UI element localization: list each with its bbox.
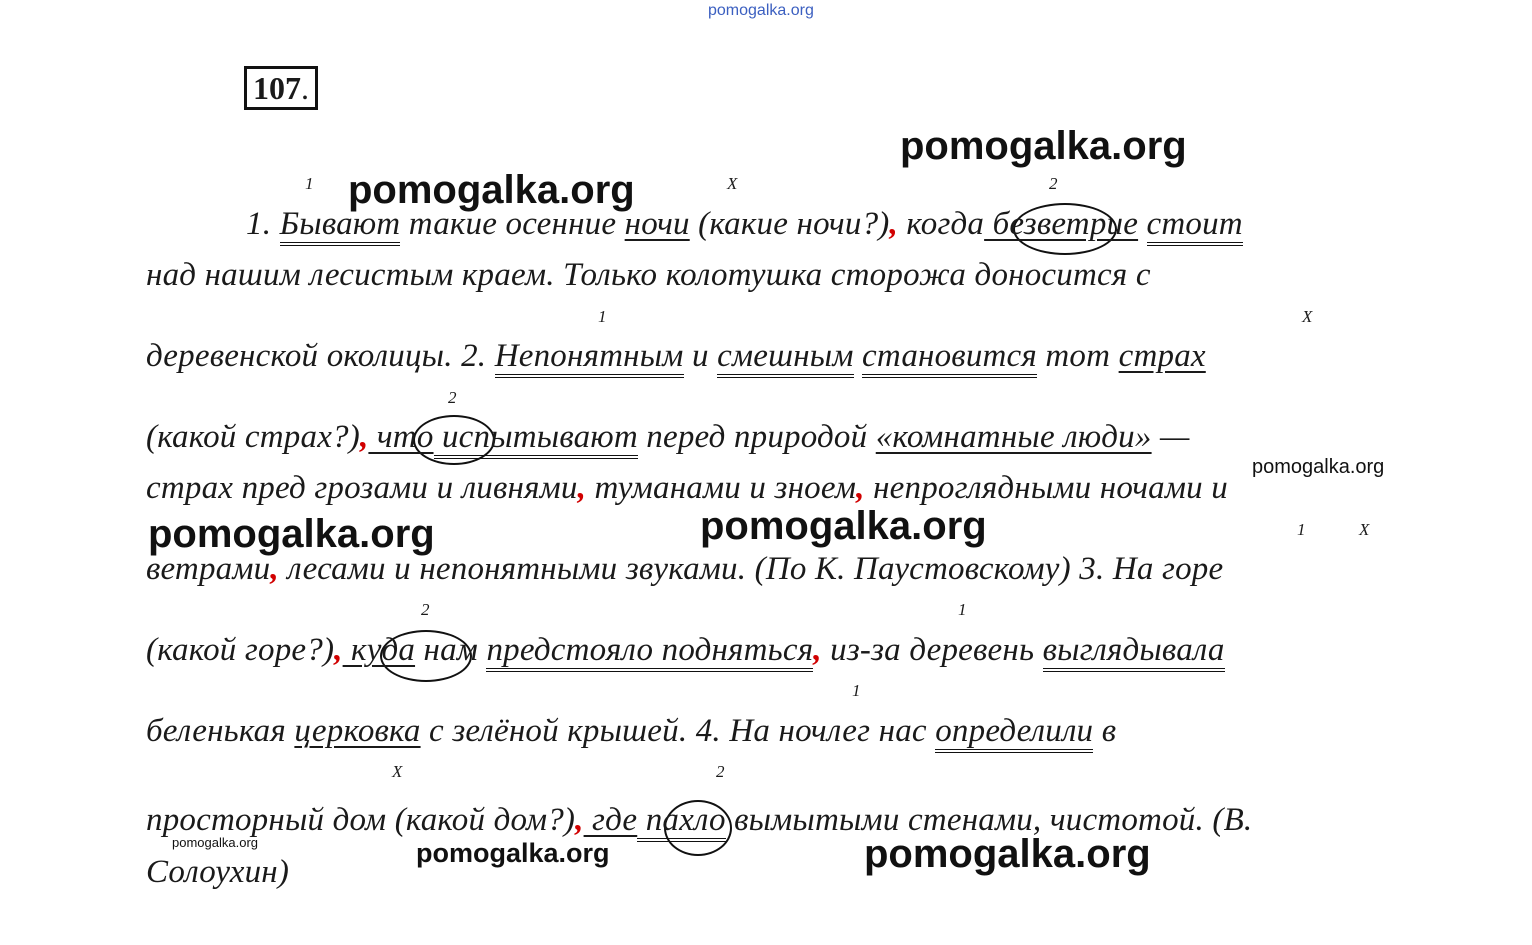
plain-text: деревенской околицы. 2. bbox=[146, 338, 495, 374]
task-number: 107 bbox=[253, 70, 301, 106]
mark-subordinate: 2 bbox=[448, 388, 457, 407]
question-text: (какой горе?) bbox=[146, 632, 335, 668]
question-text: (какие ночи?) bbox=[689, 206, 890, 242]
predicate: смешным bbox=[717, 338, 853, 378]
text-line-7 bbox=[146, 630, 1225, 670]
plain-text: непроглядными ночами и bbox=[864, 470, 1228, 506]
predicate: стоит bbox=[1147, 206, 1243, 246]
text-line-1 bbox=[246, 204, 1243, 244]
text-line-2: над нашим лесистым краем. Только колотушка сторожа доносится с bbox=[146, 257, 1151, 293]
subject: безветрие bbox=[984, 206, 1139, 242]
top-watermark: pomogalka.org bbox=[708, 2, 814, 19]
predicate: Непонятным bbox=[495, 338, 684, 378]
plain-text: беленькая bbox=[146, 713, 295, 749]
plain-text: нам bbox=[415, 632, 487, 668]
text-line-3 bbox=[146, 336, 1206, 376]
mark-main-clause: 1 bbox=[1297, 520, 1306, 539]
task-number-dot: . bbox=[301, 70, 309, 106]
red-comma: , bbox=[856, 470, 865, 506]
mark-main-clause: 1 bbox=[852, 681, 861, 700]
mark-subordinate: 2 bbox=[716, 762, 725, 781]
watermark-big: pomogalka.org bbox=[900, 124, 1187, 168]
red-comma: , bbox=[359, 419, 369, 455]
subject: ночи bbox=[624, 206, 690, 242]
question-text: (какой страх?) bbox=[146, 419, 360, 455]
predicate: становится bbox=[862, 338, 1037, 378]
predicate: пахло bbox=[637, 802, 725, 842]
mark-subordinate: 2 bbox=[421, 600, 430, 619]
red-comma: , bbox=[577, 470, 587, 506]
watermark-small: pomogalka.org bbox=[1252, 456, 1385, 478]
mark-noun: X bbox=[1359, 520, 1370, 539]
plain-text: с зелёной крышей. 4. На ночлег нас bbox=[420, 713, 936, 749]
watermark-big: pomogalka.org bbox=[148, 512, 435, 556]
subject: страх bbox=[1118, 338, 1206, 374]
watermark-big: pomogalka.org bbox=[348, 168, 635, 212]
plain-text: туманами и зноем bbox=[586, 470, 857, 506]
plain-text: в bbox=[1093, 713, 1117, 749]
plain-text: ветрами bbox=[146, 551, 271, 587]
mark-noun: X bbox=[392, 762, 403, 781]
plain-text: такие осенние bbox=[400, 206, 625, 242]
conjunctive-word: где bbox=[583, 802, 638, 838]
predicate: выглядывала bbox=[1043, 632, 1225, 672]
predicate: Бывают bbox=[280, 206, 401, 246]
mark-main-clause: 1 bbox=[958, 600, 967, 619]
text-line-4 bbox=[146, 417, 1190, 457]
mark-noun: X bbox=[1302, 307, 1313, 326]
text-line-8 bbox=[146, 711, 1116, 751]
plain-text: страх пред грозами и ливнями bbox=[146, 470, 578, 506]
predicate: предстояло подняться bbox=[486, 632, 813, 672]
conjunctive-word: когда bbox=[897, 206, 985, 242]
subject: церковка bbox=[294, 713, 421, 749]
predicate: определили bbox=[935, 713, 1093, 753]
conjunctive-word: что bbox=[368, 419, 434, 455]
subject: «комнатные люди» bbox=[875, 419, 1152, 455]
predicate: испытывают bbox=[434, 419, 638, 459]
text-line-5 bbox=[146, 468, 1228, 508]
plain-text: лесами и непонятными звуками. (По К. Паустовскому) 3. На горе bbox=[278, 551, 1224, 587]
text-line-6 bbox=[146, 549, 1223, 589]
space bbox=[854, 338, 862, 374]
red-comma: , bbox=[813, 632, 822, 668]
red-comma: , bbox=[270, 551, 279, 587]
plain-text: вымытыми стенами, чистотой. (В. bbox=[725, 802, 1253, 838]
plain-text: из-за деревень bbox=[821, 632, 1043, 668]
red-comma: , bbox=[334, 632, 343, 668]
task-number-box bbox=[244, 66, 318, 110]
sentence-number: 1. bbox=[246, 206, 280, 242]
question-text: просторный дом (какой дом?) bbox=[146, 802, 576, 838]
watermark-mid: pomogalka.org bbox=[416, 838, 610, 868]
watermark-big: pomogalka.org bbox=[700, 504, 987, 548]
watermark-tiny: pomogalka.org bbox=[172, 835, 258, 850]
red-comma: , bbox=[575, 802, 584, 838]
plain-text: и bbox=[683, 338, 718, 374]
mark-subordinate: 2 bbox=[1049, 174, 1058, 193]
text-line-9 bbox=[146, 800, 1252, 840]
mark-noun: X bbox=[727, 174, 738, 193]
plain-text: тот bbox=[1036, 338, 1119, 374]
text-line-10: Солоухин) bbox=[146, 854, 290, 890]
dash: — bbox=[1151, 419, 1190, 455]
mark-main-clause: 1 bbox=[598, 307, 607, 326]
watermark-big: pomogalka.org bbox=[864, 832, 1151, 876]
plain-text: перед природой bbox=[637, 419, 876, 455]
space bbox=[1138, 206, 1146, 242]
red-comma: , bbox=[889, 206, 898, 242]
conjunctive-word: куда bbox=[342, 632, 416, 668]
mark-main-clause: 1 bbox=[305, 174, 314, 193]
